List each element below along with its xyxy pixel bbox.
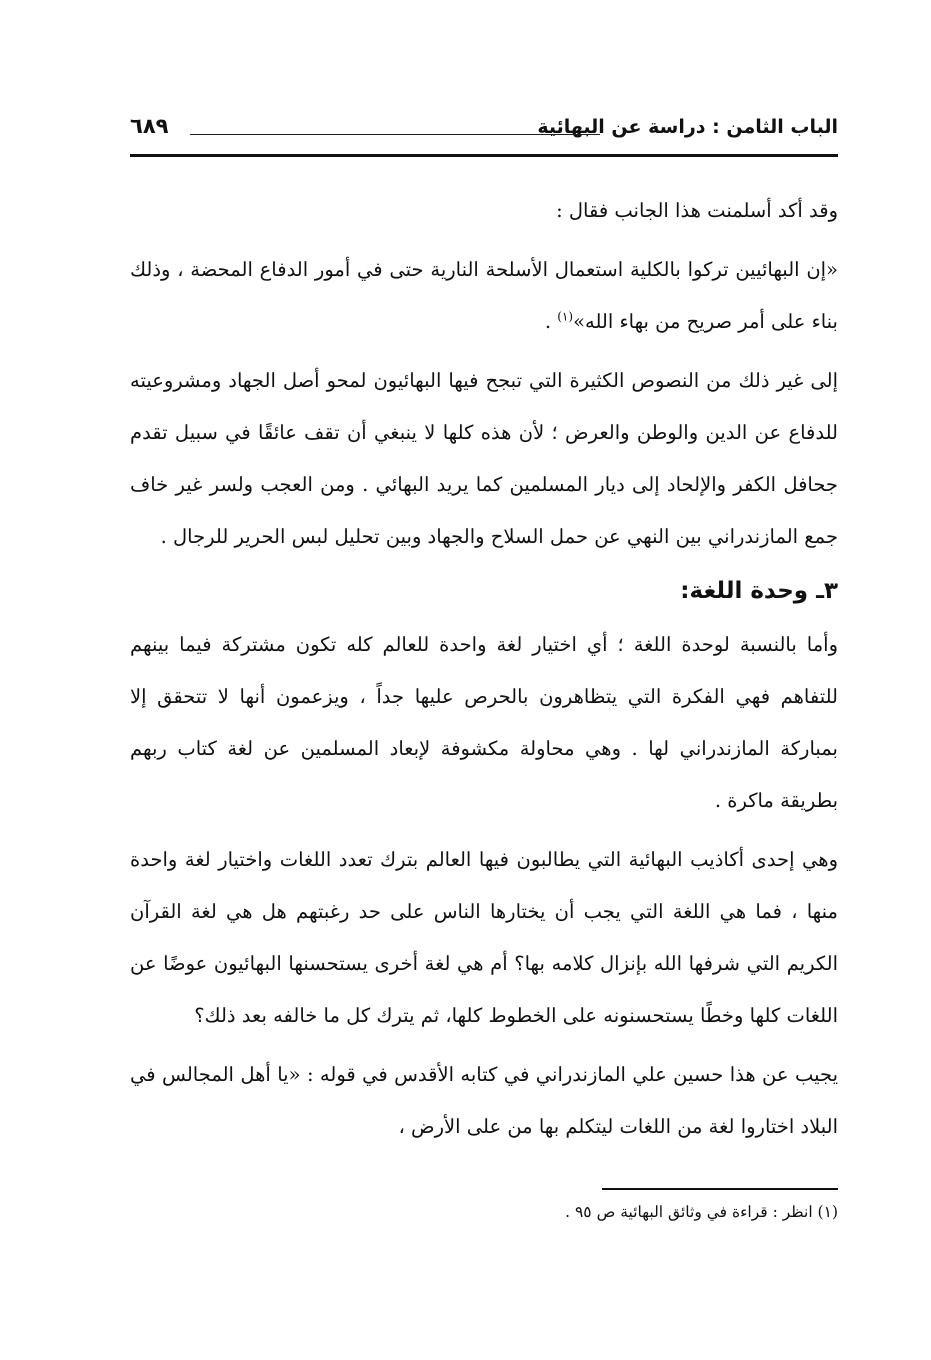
quotation <box>130 244 838 348</box>
footnote: (١) انظر : قراءة في وثائق البهائية ص ٩٥ . <box>565 1203 838 1221</box>
header-rule <box>130 154 838 157</box>
paragraph-language-unity: وأما بالنسبة لوحدة اللغة ؛ أي اختيار لغة واحدة للعالم كله تكون مشتركة فيما بينهم للتفاهم فهي الفكرة التي يتظاهرون بالحرص عليها جداً ، ويزعمون أنها لا تتحقق إلا بمباركة المازندراني لها . وهي محاولة مكشوفة لإبعاد المسلمين عن لغة كتاب ربهم بطريقة ماكرة . <box>130 633 838 812</box>
paragraph-intro: وقد أكد أسلمنت هذا الجانب فقال : <box>556 199 838 222</box>
paragraph-lies: وهي إحدى أكاذيب البهائية التي يطالبون فيها العالم بترك تعدد اللغات واختيار لغة واحدة منها ، فما هي اللغة التي يجب أن يختارها الناس على حد رغبتهم هل هي لغة القرآن الكريم التي شرفها الله بإنزال كلامه بها؟ أم هي لغة أخرى يستحسنها البهائيون عوضًا عن اللغات كلها وخطًا يستحسنونه على الخطوط كلها، ثم يترك كل ما خالفه بعد ذلك؟ <box>130 848 838 1027</box>
quotation-text: «إن البهائيين تركوا بالكلية استعمال الأسلحة النارية حتى في أمور الدفاع المحضة ، وذلك بناء على أمر صريح من بهاء الله» <box>130 258 838 333</box>
page-number: ٦٨٩ <box>130 114 169 138</box>
header-dash-line <box>190 134 600 135</box>
paragraph-answer: يجيب عن هذا حسين علي المازندراني في كتابه الأقدس في قوله : «يا أهل المجالس في البلاد اختاروا لغة من اللغات ليتكلم بها من على الأرض ، <box>130 1063 838 1138</box>
quotation-end: . <box>544 310 552 333</box>
footnote-ref: (١) <box>557 309 574 324</box>
section-heading: ٣ـ وحدة اللغة: <box>680 578 838 604</box>
body-text <box>130 185 838 1153</box>
footnote-rule <box>602 1188 838 1190</box>
chapter-title: الباب الثامن : دراسة عن البهائية <box>537 116 838 138</box>
paragraph-jihad: إلى غير ذلك من النصوص الكثيرة التي تبجح فيها البهائيون لمحو أصل الجهاد ومشروعيته للدفاع عن الدين والوطن والعرض ؛ لأن هذه كلها لا ينبغي أن تقف عائقًا في سبيل تقدم جحافل الكفر والإلحاد إلى ديار المسلمين كما يريد البهائي . ومن العجب ولسر غير خاف جمع المازندراني بين النهي عن حمل السلاح والجهاد وبين تحليل لبس الحرير للرجال . <box>130 369 838 548</box>
running-header <box>130 112 838 152</box>
